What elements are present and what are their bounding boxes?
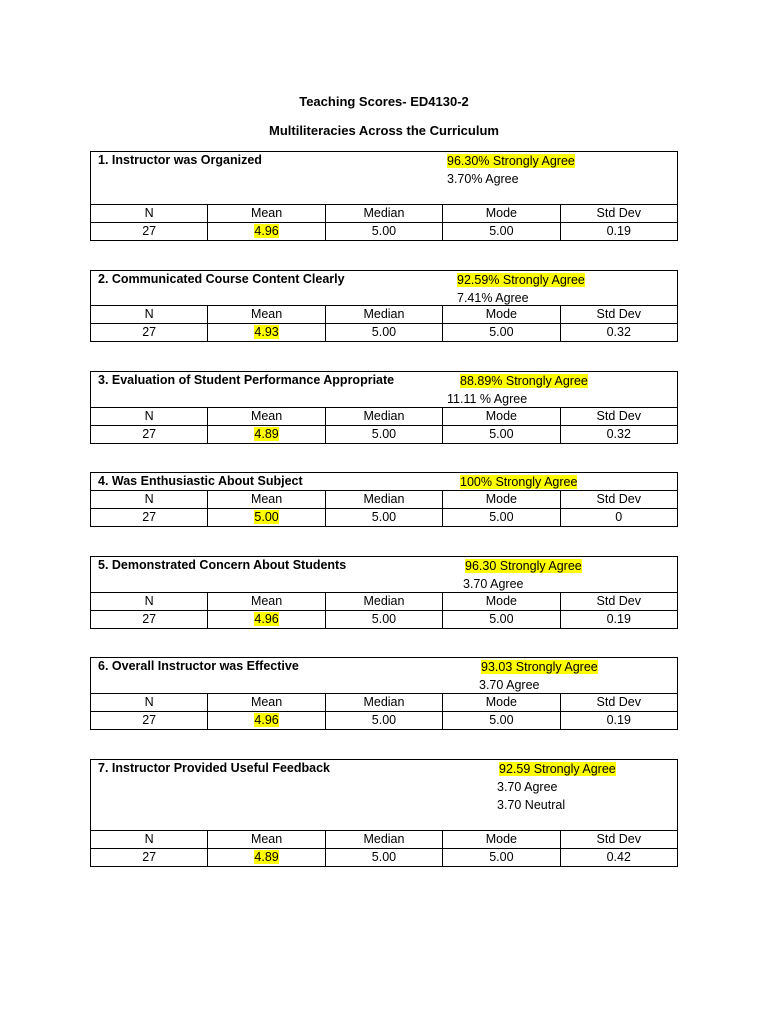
question-block bbox=[90, 472, 678, 527]
column-mode: Mode bbox=[443, 694, 560, 712]
column-n: N bbox=[91, 491, 208, 509]
question-header bbox=[90, 759, 678, 831]
question-header bbox=[90, 472, 678, 491]
question-title: 4. Was Enthusiastic About Subject bbox=[98, 474, 303, 488]
value-median: 5.00 bbox=[325, 509, 442, 527]
column-mean: Mean bbox=[208, 694, 325, 712]
question-block bbox=[90, 759, 678, 867]
stats-value-row bbox=[91, 324, 678, 342]
stats-table bbox=[90, 204, 678, 241]
value-mean: 4.89 bbox=[208, 426, 325, 444]
question-header bbox=[90, 556, 678, 593]
column-mode: Mode bbox=[443, 593, 560, 611]
agree-percent: 3.70 Agree bbox=[463, 577, 524, 591]
value-mean: 4.96 bbox=[208, 223, 325, 241]
value-mode: 5.00 bbox=[443, 509, 560, 527]
question-header bbox=[90, 270, 678, 306]
value-mode: 5.00 bbox=[443, 223, 560, 241]
column-n: N bbox=[91, 831, 208, 849]
value-n: 27 bbox=[91, 712, 208, 730]
question-block bbox=[90, 371, 678, 444]
question-title: 5. Demonstrated Concern About Students bbox=[98, 558, 347, 572]
agree-percent: 11.11 % Agree bbox=[447, 392, 528, 406]
value-median: 5.00 bbox=[325, 426, 442, 444]
column-std-dev: Std Dev bbox=[560, 408, 677, 426]
stats-header-row bbox=[91, 593, 678, 611]
value-mode: 5.00 bbox=[443, 324, 560, 342]
strongly-agree-percent: 92.59 Strongly Agree bbox=[499, 762, 616, 776]
stats-table bbox=[90, 305, 678, 342]
stats-header-row bbox=[91, 491, 678, 509]
document-title: Teaching Scores- ED4130-2 bbox=[299, 94, 469, 109]
value-mean: 4.93 bbox=[208, 324, 325, 342]
column-mode: Mode bbox=[443, 205, 560, 223]
value-mean: 5.00 bbox=[208, 509, 325, 527]
question-title: 7. Instructor Provided Useful Feedback bbox=[98, 761, 331, 775]
stats-table bbox=[90, 407, 678, 444]
neutral-percent: 3.70 Neutral bbox=[497, 798, 566, 812]
value-median: 5.00 bbox=[325, 611, 442, 629]
strongly-agree-percent: 88.89% Strongly Agree bbox=[460, 374, 588, 388]
value-mean: 4.89 bbox=[208, 849, 325, 867]
column-std-dev: Std Dev bbox=[560, 593, 677, 611]
value-n: 27 bbox=[91, 426, 208, 444]
value-median: 5.00 bbox=[325, 712, 442, 730]
value-std-dev: 0.42 bbox=[560, 849, 677, 867]
stats-value-row bbox=[91, 611, 678, 629]
column-n: N bbox=[91, 306, 208, 324]
stats-table bbox=[90, 592, 678, 629]
column-mode: Mode bbox=[443, 408, 560, 426]
value-mode: 5.00 bbox=[443, 611, 560, 629]
response-breakdown bbox=[479, 658, 598, 694]
value-std-dev: 0.19 bbox=[560, 712, 677, 730]
value-n: 27 bbox=[91, 611, 208, 629]
value-std-dev: 0 bbox=[560, 509, 677, 527]
column-std-dev: Std Dev bbox=[560, 491, 677, 509]
value-mode: 5.00 bbox=[443, 426, 560, 444]
column-median: Median bbox=[325, 408, 442, 426]
column-std-dev: Std Dev bbox=[560, 831, 677, 849]
question-block bbox=[90, 657, 678, 730]
column-mean: Mean bbox=[208, 205, 325, 223]
stats-header-row bbox=[91, 694, 678, 712]
column-mode: Mode bbox=[443, 306, 560, 324]
question-header bbox=[90, 371, 678, 408]
stats-table bbox=[90, 693, 678, 730]
strongly-agree-percent: 92.59% Strongly Agree bbox=[457, 273, 585, 287]
strongly-agree-percent: 93.03 Strongly Agree bbox=[481, 660, 598, 674]
value-mode: 5.00 bbox=[443, 712, 560, 730]
column-mean: Mean bbox=[208, 491, 325, 509]
column-median: Median bbox=[325, 831, 442, 849]
stats-table bbox=[90, 490, 678, 527]
response-breakdown bbox=[447, 372, 588, 408]
column-median: Median bbox=[325, 694, 442, 712]
stats-table bbox=[90, 830, 678, 867]
question-title: 2. Communicated Course Content Clearly bbox=[98, 272, 345, 286]
stats-header-row bbox=[91, 205, 678, 223]
column-std-dev: Std Dev bbox=[560, 205, 677, 223]
value-n: 27 bbox=[91, 324, 208, 342]
column-std-dev: Std Dev bbox=[560, 306, 677, 324]
value-n: 27 bbox=[91, 223, 208, 241]
stats-value-row bbox=[91, 223, 678, 241]
value-mode: 5.00 bbox=[443, 849, 560, 867]
column-median: Median bbox=[325, 205, 442, 223]
column-std-dev: Std Dev bbox=[560, 694, 677, 712]
stats-value-row bbox=[91, 712, 678, 730]
response-breakdown bbox=[497, 760, 616, 814]
question-header bbox=[90, 657, 678, 694]
value-mean: 4.96 bbox=[208, 712, 325, 730]
stats-header-row bbox=[91, 831, 678, 849]
document-subtitle: Multiliteracies Across the Curriculum bbox=[269, 123, 499, 138]
column-mode: Mode bbox=[443, 491, 560, 509]
strongly-agree-percent: 96.30 Strongly Agree bbox=[465, 559, 582, 573]
value-n: 27 bbox=[91, 849, 208, 867]
column-n: N bbox=[91, 694, 208, 712]
value-std-dev: 0.19 bbox=[560, 611, 677, 629]
question-title: 3. Evaluation of Student Performance Appropriate bbox=[98, 373, 395, 387]
question-title: 6. Overall Instructor was Effective bbox=[98, 659, 299, 673]
strongly-agree-percent: 96.30% Strongly Agree bbox=[447, 154, 575, 168]
column-mean: Mean bbox=[208, 306, 325, 324]
value-median: 5.00 bbox=[325, 324, 442, 342]
response-breakdown bbox=[463, 557, 582, 593]
value-median: 5.00 bbox=[325, 849, 442, 867]
column-median: Median bbox=[325, 306, 442, 324]
question-block bbox=[90, 556, 678, 629]
stats-value-row bbox=[91, 509, 678, 527]
agree-percent: 3.70% Agree bbox=[447, 172, 519, 186]
response-breakdown bbox=[447, 152, 575, 188]
agree-percent: 3.70 Agree bbox=[497, 780, 558, 794]
strongly-agree-percent: 100% Strongly Agree bbox=[460, 475, 578, 489]
question-block bbox=[90, 151, 678, 241]
stats-header-row bbox=[91, 306, 678, 324]
column-median: Median bbox=[325, 491, 442, 509]
column-mode: Mode bbox=[443, 831, 560, 849]
stats-header-row bbox=[91, 408, 678, 426]
response-breakdown bbox=[457, 271, 585, 307]
column-median: Median bbox=[325, 593, 442, 611]
column-mean: Mean bbox=[208, 831, 325, 849]
agree-percent: 7.41% Agree bbox=[457, 291, 529, 305]
column-n: N bbox=[91, 408, 208, 426]
value-std-dev: 0.32 bbox=[560, 324, 677, 342]
value-n: 27 bbox=[91, 509, 208, 527]
stats-value-row bbox=[91, 849, 678, 867]
question-title: 1. Instructor was Organized bbox=[98, 153, 262, 167]
question-block bbox=[90, 270, 678, 342]
question-header bbox=[90, 151, 678, 205]
value-median: 5.00 bbox=[325, 223, 442, 241]
response-breakdown bbox=[460, 473, 577, 491]
column-n: N bbox=[91, 593, 208, 611]
column-n: N bbox=[91, 205, 208, 223]
stats-value-row bbox=[91, 426, 678, 444]
column-mean: Mean bbox=[208, 408, 325, 426]
agree-percent: 3.70 Agree bbox=[479, 678, 540, 692]
value-mean: 4.96 bbox=[208, 611, 325, 629]
value-std-dev: 0.32 bbox=[560, 426, 677, 444]
value-std-dev: 0.19 bbox=[560, 223, 677, 241]
column-mean: Mean bbox=[208, 593, 325, 611]
